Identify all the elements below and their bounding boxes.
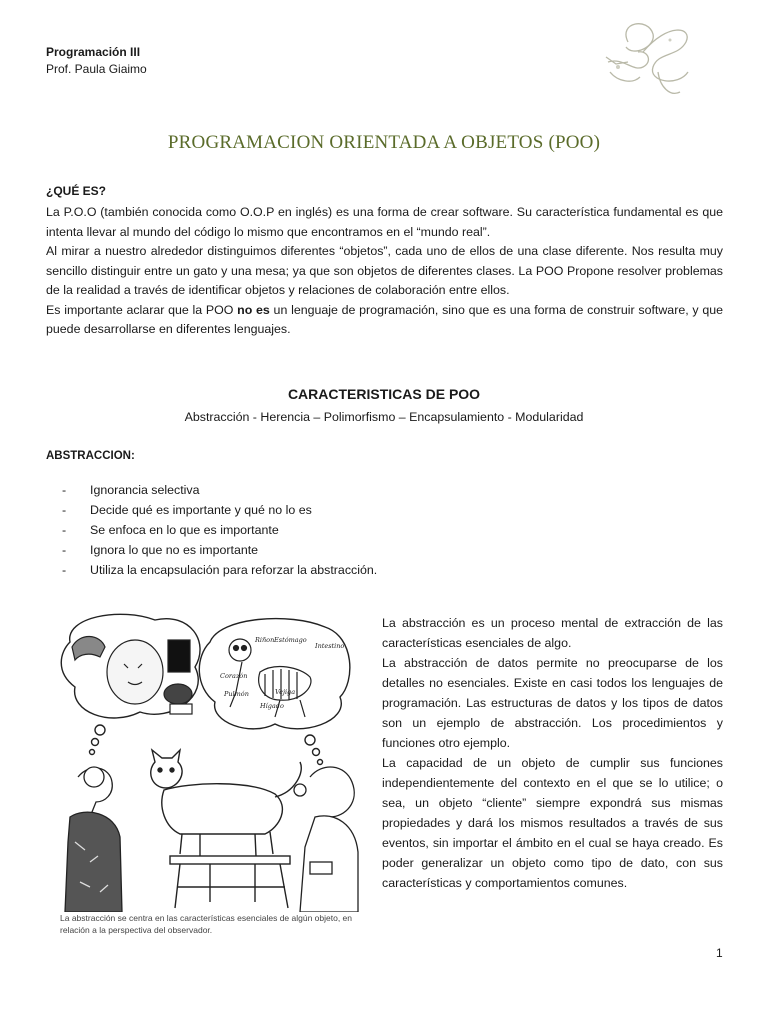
abstraction-description bbox=[382, 613, 723, 893]
course-name: Programación III bbox=[46, 45, 141, 59]
features-list: Abstracción - Herencia – Polimorfismo – Encapsulamiento - Modularidad bbox=[184, 410, 584, 424]
list-item-text: Ignora lo que no es importante bbox=[90, 543, 259, 557]
list-item bbox=[62, 540, 377, 560]
list-item bbox=[62, 560, 377, 580]
bullet-dash: - bbox=[62, 523, 67, 537]
paragraph: Al mirar a nuestro alrededor distinguimos diferentes “objetos”, cada uno de ellos de una clase diferente. Nos resulta muy sencillo distinguir entre un gato y una mesa; ya que son objetos de diferentes clases. La POO Propone resolver problemas de la realidad a través de identificar objetos y relaciones de colaboración entre ellos. bbox=[46, 244, 723, 297]
organ-label: Riñon bbox=[255, 636, 275, 644]
paragraph bbox=[46, 301, 723, 340]
page-number: 1 bbox=[716, 946, 723, 960]
organ-label: Estómago bbox=[274, 636, 307, 644]
list-item-text: Utiliza la encapsulación para reforzar la abstracción. bbox=[90, 563, 378, 577]
abstraction-bullet-list bbox=[62, 480, 377, 580]
section-heading-what-is: ¿QUÉ ES? bbox=[46, 184, 107, 198]
abstraction-cartoon-image bbox=[60, 612, 360, 912]
organ-label: Intestino bbox=[315, 642, 345, 650]
organ-label: Corazón bbox=[220, 672, 248, 680]
list-item-text: Decide qué es importante y qué no lo es bbox=[90, 503, 312, 517]
section-heading-abstraction: ABSTRACCION: bbox=[46, 450, 135, 462]
bullet-dash: - bbox=[62, 543, 67, 557]
section-heading-features: CARACTERISTICAS DE POO bbox=[287, 386, 481, 402]
bullet-dash: - bbox=[62, 483, 67, 497]
paragraph: La abstracción es un proceso mental de extracción de las características esenciales de algo. bbox=[382, 616, 723, 650]
bold-text: no es bbox=[237, 302, 270, 317]
paragraph: La P.O.O (también conocida como O.O.P en inglés) es una forma de crear software. Su característica fundamental es que intenta llevar al mundo del código lo mismo que encontramos en el “mundo real”. bbox=[46, 205, 723, 239]
list-item-text: Se enfoca en lo que es importante bbox=[90, 523, 279, 537]
bullet-dash: - bbox=[62, 563, 67, 577]
professor-name: Prof. Paula Giaimo bbox=[46, 62, 147, 76]
monogram-logo bbox=[598, 12, 702, 104]
organ-label: Hígado bbox=[260, 702, 284, 710]
list-item bbox=[62, 480, 377, 500]
paragraph: La capacidad de un objeto de cumplir sus funciones independientemente del contexto en el que se lo utilice; o sea, un objeto “cliente” siempre expondrá sus mismas propiedades y dará los mismos resultados a través de sus eventos, sin importar el ámbito en el cual se haya creado. Es poder generalizar un objeto como tipo de dato, con sus características y comportamientos comunes. bbox=[382, 756, 723, 890]
image-caption: La abstracción se centra en las características esenciales de algún objeto, en relación a la perspectiva del observador. bbox=[60, 913, 353, 935]
organ-label: Pulmón bbox=[224, 690, 249, 698]
list-item-text: Ignorancia selectiva bbox=[90, 483, 200, 497]
what-is-body bbox=[46, 203, 723, 340]
document-title: PROGRAMACION ORIENTADA A OBJETOS (POO) bbox=[167, 132, 601, 153]
list-item bbox=[62, 500, 377, 520]
organ-label: Vejiga bbox=[275, 688, 296, 696]
list-item bbox=[62, 520, 377, 540]
bullet-dash: - bbox=[62, 503, 67, 517]
text-run: Es importante aclarar que la POO bbox=[46, 302, 238, 317]
text-run: un lenguaje de programación, sino que es una forma de construir software, y que puede desarrollarse en diferentes lenguajes. bbox=[46, 302, 723, 336]
paragraph: La abstracción de datos permite no preocuparse de los detalles no esenciales. Existe en casi todos los lenguajes de programación. Las estructuras de datos y los tipos de datos son un ejemplo de abstracción. Los procedimientos y funciones otro ejemplo. bbox=[382, 656, 723, 750]
